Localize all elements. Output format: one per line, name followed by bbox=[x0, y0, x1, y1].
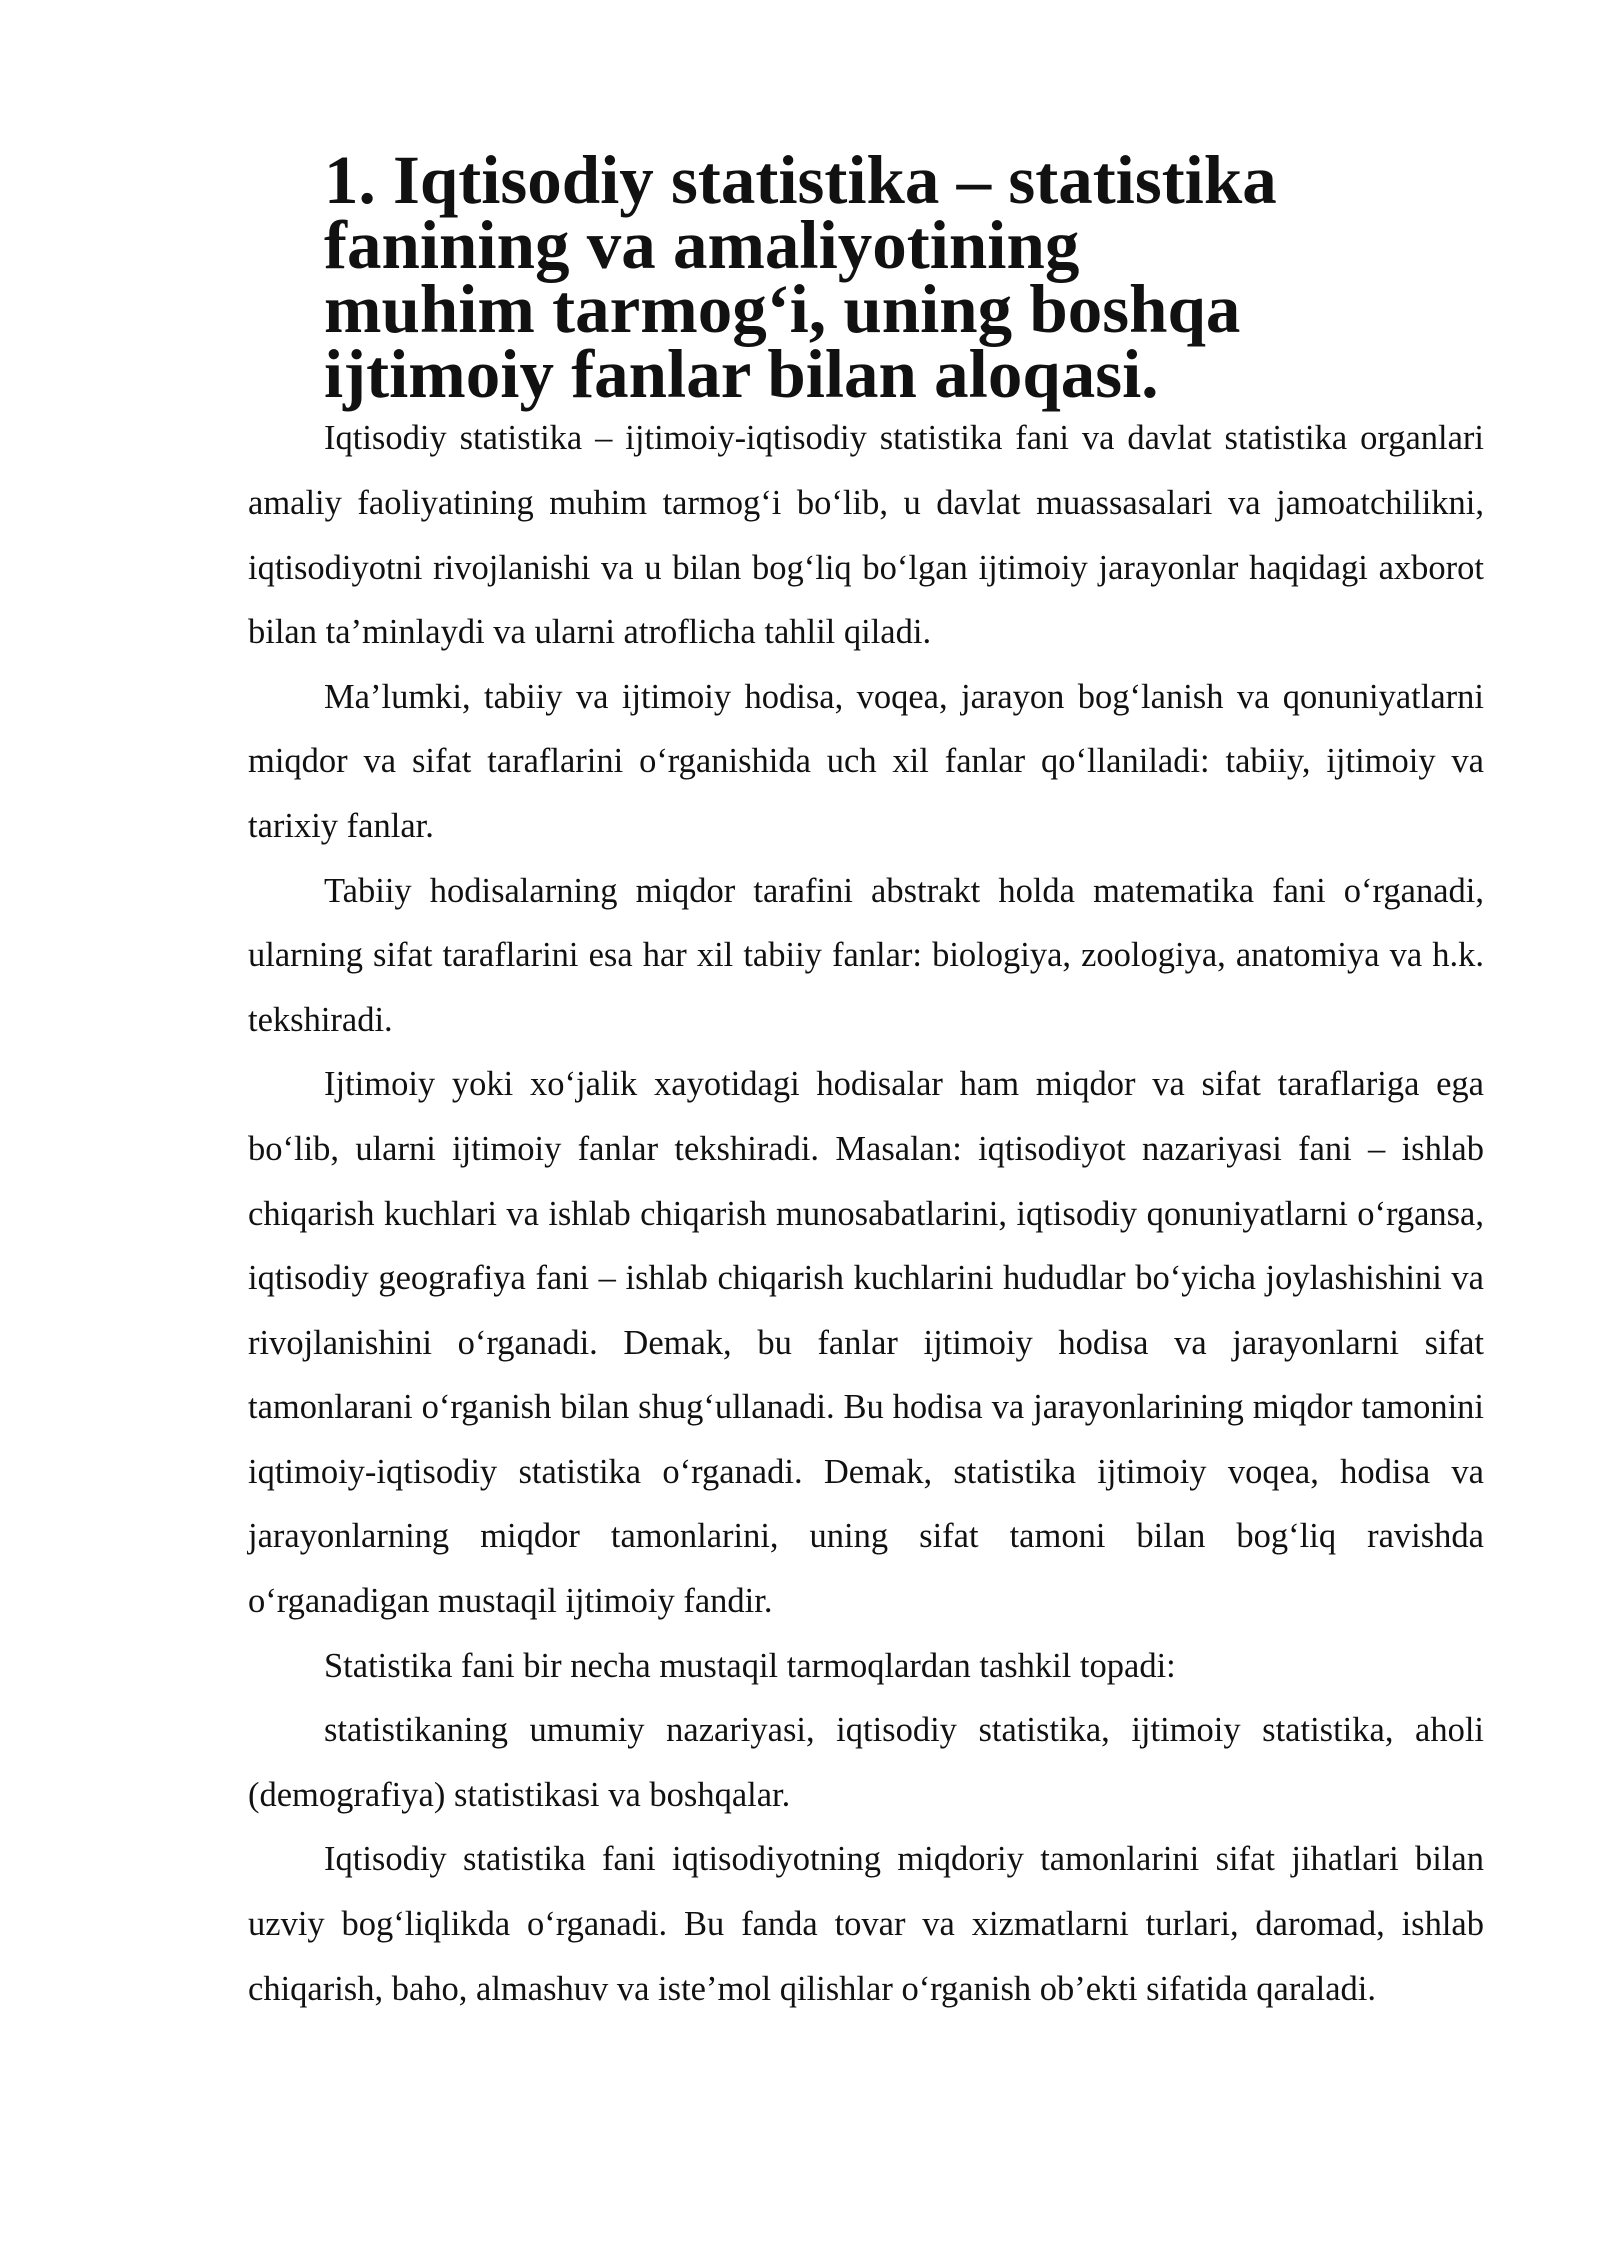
section-heading-line-2: muhim tarmog‘i, uning boshqa ijtimoiy fanlar bilan aloqasi. bbox=[324, 271, 1241, 412]
section-heading-line-1: 1. Iqtisodiy statistika – statistika fanining va amaliyotining bbox=[324, 142, 1277, 283]
document-page bbox=[248, 142, 1484, 2021]
paragraph-economic-statistics: Iqtisodiy statistika fani iqtisodiyotning miqdoriy tamonlarini sifat jihatlari bilan uzviy bog‘liqlikda o‘rganadi. Bu fanda tovar va xizmatlarni turlari, daromad, ishlab chiqarish, baho, almashuv va iste’mol qilishlar o‘rganish ob’ekti sifatida qaraladi. bbox=[248, 1840, 1484, 2008]
paragraph-definition: Iqtisodiy statistika – ijtimoiy-iqtisodiy statistika fani va davlat statistika organlari amaliy faoliyatining muhim tarmog‘i bo‘lib, u davlat muassasalari va jamoatchilikni, iqtisodiyotni rivojlanishi va u bilan bog‘liq bo‘lgan ijtimoiy jarayonlar haqidagi axborot bilan ta’minlaydi va ularni atroflicha tahlil qiladi. bbox=[248, 419, 1484, 652]
section-heading bbox=[248, 142, 1484, 412]
paragraph-branches-intro: Statistika fani bir necha mustaqil tarmoqlardan tashkil topadi: bbox=[324, 1646, 1176, 1685]
paragraph-branches-list: statistikaning umumiy nazariyasi, iqtisodiy statistika, ijtimoiy statistika, aholi (demografiya) statistikasi va boshqalar. bbox=[248, 1711, 1484, 1814]
paragraph-sciences-types: Ma’lumki, tabiiy va ijtimoiy hodisa, voqea, jarayon bog‘lanish va qonuniyatlarni miqdor va sifat taraflarini o‘rganishida uch xil fanlar qo‘llaniladi: tabiiy, ijtimoiy va tarixiy fanlar. bbox=[248, 677, 1484, 845]
paragraph-natural-phenomena: Tabiiy hodisalarning miqdor tarafini abstrakt holda matematika fani o‘rganadi, ularning sifat taraflarini esa har xil tabiiy fanlar: biologiya, zoologiya, anatomiya va h.k. tekshiradi. bbox=[248, 871, 1484, 1039]
paragraph-social-phenomena: Ijtimoiy yoki xo‘jalik xayotidagi hodisalar ham miqdor va sifat taraflariga ega bo‘lib, ularni ijtimoiy fanlar tekshiradi. Masalan: iqtisodiyot nazariyasi fani – ishlab chiqarish kuchlari va ishlab chiqarish munosabatlarini, iqtisodiy qonuniyatlarni o‘rgansa, iqtisodiy geografiya fani – ishlab chiqarish kuchlarini hududlar bo‘yicha joylashishini va rivojlanishini o‘rganadi. Demak, bu fanlar ijtimoiy hodisa va jarayonlarni sifat tamonlarani o‘rganish bilan shug‘ullanadi. Bu hodisa va jarayonlarining miqdor tamonini iqtimoiy-iqtisodiy statistika o‘rganadi. Demak, statistika ijtimoiy voqea, hodisa va jarayonlarning miqdor tamonlarini, uning sifat tamoni bilan bog‘liq ravishda o‘rganadigan mustaqil ijtimoiy fandir. bbox=[248, 1065, 1484, 1621]
